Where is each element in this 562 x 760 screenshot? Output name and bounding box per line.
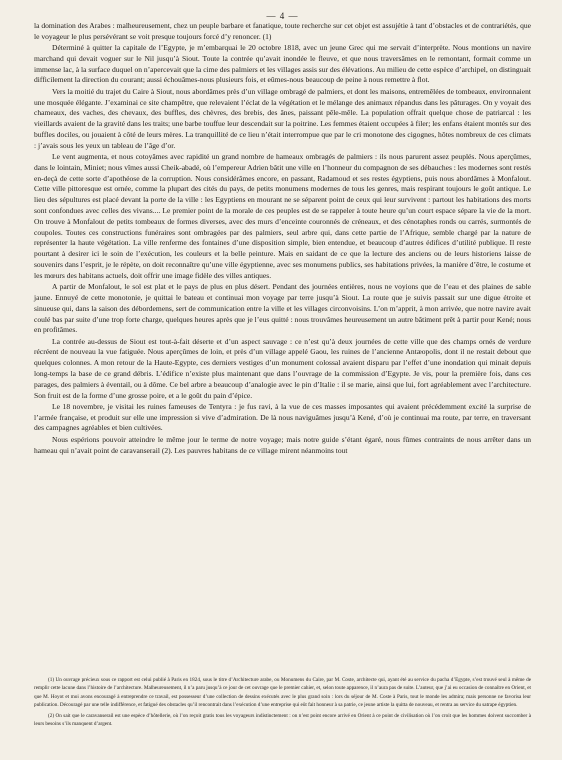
footnote: (2) On sait que le caravanserail est une espèce d’hôtellerie, où l’on reçoit gratis tous les voyageurs indistinctement : on n’est point encore arrivé en Orient à ce point de civilisation où l’on croit que les hommes doivent succomber à leurs besoins s’ils manquent d’argent.	[34, 712, 531, 728]
paragraph: Le vent augmenta, et nous cotoyâmes avec rapidité un grand nombre de hameaux ombragés de palmiers : ils nous parurent assez peuplés. Nous aperçûmes, dans le lointain, Miniet; nous vîmes aussi Cheik-abadé, où l’empereur Adrien bâtit une ville en l’honneur du compagnon de ses débauches : les modernes sont restés en-deçà de cette sorte d’apothéose de la corruption. Nous considérâmes encore, en passant, Radamoud et ses restes égyptiens, puis nous abordâmes à Monfalout. Cette ville pittoresque est ornée, comme la plupart des cités du pays, de petits monumens modernes de tous les genres, mais respirant toujours le goût antique. Le lieu des sépultures est placé devant la porte de la ville : les Egyptiens en mourant ne se séparent point de ceux qui leur survivent : partout les habitations des morts sont confondues avec celles des vivans.... Le premier point de la morale de ces peuples est de se rappeler à toute heure qu’un court espace sépare la vie de la mort. On trouve à Monfalout de petits tombeaux de formes diverses, avec des murs d’enceinte couronnés de créneaux, et des cénotaphes ronds ou carrés, surmontés de coupoles. Toutes ces constructions funéraires sont ombragées par des palmiers, seul arbre qui, dans cette partie de l’Afrique, semble chargé par la nature de représenter la haute végétation. La ville renferme des fontaines d’une disposition simple, bien entendue, et beaucoup d’autres édifices d’utilité publique. Il reste pourtant à desirer ici le soin de l’exécution, les couleurs et la belle peinture. Mais en saidant de ce que la lecture des anciens ou de leurs historiens laisse de souvenirs dans l’esprit, je le répète, on doit reconnaître qu’une ville égyptienne, avec ses monumens publics, ses habitations privées, la manière d’être, le costume et les mœurs des habitans actuels, doit offrir une image fidèle des villes antiques.	[34, 152, 531, 280]
paragraph: A partir de Monfalout, le sol est plat et le pays de plus en plus désert. Pendant des journées entières, nous ne voyions que de l’eau et des plaines de sable jaune. Ennuyé de cette monotonie, je quittai le bateau et continuai mon voyage par terre jusqu’à Siout. La route que je suivis passait sur une digue étroite et sinueuse qui, dans la saison des débordemens, sert de communication entre la ville et les villages circonvoisins. L’on m’apprit, à mon arrivée, que notre navire avait coulé bas par suite d’une trop forte charge, quelques heures après que je l’eus quitté : nous trouvâmes heureusement un autre bâtiment prêt à partir pour Kené; nous en profitâmes.	[34, 282, 531, 335]
footnote: (1) Un ouvrage précieux sous ce rapport est celui publié à Paris en 1824, sous le titre d’Architecture arabe, ou Monumens du Caire, par M. Coste, architecte qui, ayant été au service du pacha d’Egypte, s’est trouvé seul à même de remplir cette lacune dans l’histoire de l’architecture. Malheureusement, il n’a paru jusqu’à ce jour de cet ouvrage que le premier cahier, et, selon toute apparence, il n’aura pas de suite. L’auteur, que j’ai eu occasion de connaître en Orient, et que M. Hoyot et moi avons encouragé à entreprendre ce travail, est possesseur d’une collection de dessins exécutés avec le plus grand soin : lors du séjour de M. Coste à Paris, tout le monde les admira; mais personne ne favorisa leur publication. Découragé par une telle indifférence, et fatigué des obstacles qu’il rencontrait dans l’exécution d’une entreprise qui eût fait honneur à sa patrie, ce jeune artiste la quitta de nouveau, et rentra au service du satrape égyptien.	[34, 677, 531, 709]
paragraph: Le 18 novembre, je visitai les ruines fameuses de Tentyra : je fus ravi, à la vue de ces masses imposantes qui avaient précédemment excité la surprise de l’armée française, et produit sur elle une impression si vive d’admiration. De là nous naviguâmes jusqu’à Kené, d’où je continuai ma route, par terre, en traversant des campagnes agréables et bien cultivées.	[34, 401, 531, 433]
paragraph: La contrée au-dessus de Siout est tout-à-fait déserte et d’un aspect sauvage : ce n’est qu’à deux journées de cette ville que des champs ornés de verdure récréent de nouveau la vue fatiguée. Nous aperçûmes de loin, et près d’un village appelé Gaou, les ruines de l’ancienne Antæopolis, dont il ne restait debout que quelques colonnes. A mon retour de la Haute-Egypte, ces derniers vestiges d’un monument colossal avaient disparu par l’effet d’une inondation qui minait depuis long-temps la base de ce grand débris. L’édifice n’existe plus maintenant que dans l’ouvrage de la commission d’Egypte. Je vis, pour la première fois, dans ces parages, des palmiers à éventail, ou à dôme. Ce bel arbre a beaucoup d’analogie avec le pin d’Italie : il se marie, ainsi que lui, fort agréablement avec l’architecture. Son fruit est de la forme d’une grosse poire, et a le goût du pain d’épice.	[34, 336, 531, 400]
footnotes	[34, 676, 531, 728]
body-text	[34, 21, 531, 456]
paragraph: Déterminé à quitter la capitale de l’Egypte, je m’embarquai le 20 octobre 1818, avec un jeune Grec qui me servait d’interprète. Nous montions un navire marchand qui devait voguer sur le Nil jusqu’à Siout. Toute la contrée qu’avait inondée le fleuve, et que nous traversâmes en le remontant, formait comme un immense lac, à la surface duquel on n’apercevait que la cime des palmiers et les villages assis sur des élévations. Au milieu de cette espèce d’archipel, on distinguait difficilement la direction du courant; aussi échouâmes-nous plusieurs fois, et eûmes-nous beaucoup de peine à nous remettre à flot.	[34, 43, 531, 85]
page-number: — 4 —	[266, 11, 299, 21]
paragraph: Vers la moitié du trajet du Caire à Siout, nous abordâmes près d’un village ombragé de palmiers, et dont les maisons, entremêlées de tombeaux, environnaient une mosquée élégante. J’examinai ce site champêtre, que relevaient l’éclat de la végétation et le mélange des animaux répandus dans les pâturages. On y voyait des chameaux, des vaches, des chevaux, des buffles, des chèvres, des brebis, des ânes, paissant pêle-mêle. La population offrait quelque chose de patriarcal : les vieillards avaient de la gravité dans les traits; une barbe touffue leur descendait sur la poitrine. Les femmes étaient occupées à filer; les enfans étaient montés sur des buffles dociles, ou jouaient à côté de leurs mères. La tranquillité de ce lieu n’était interrompue que par le cri monotone des cigognes, hôtes nombreux de ces climats : j’avais sous les yeux un tableau de l’âge d’or.	[34, 86, 531, 150]
paragraph: la domination des Arabes : malheureusement, chez un peuple barbare et fanatique, toute recherche sur cet objet est assujétie à tant d’obstacles et de contrariétés, que le voyageur le plus persévérant se voit presque toujours forcé d’y renoncer. (1)	[34, 21, 531, 41]
paragraph: Nous espérions pouvoir atteindre le même jour le terme de notre voyage; mais notre guide s’étant égaré, nous fûmes contraints de nous arrêter dans un hameau qui n’avait point de caravanserail (2). Les pauvres habitans de ce village mirent néanmoins tout	[34, 434, 531, 455]
